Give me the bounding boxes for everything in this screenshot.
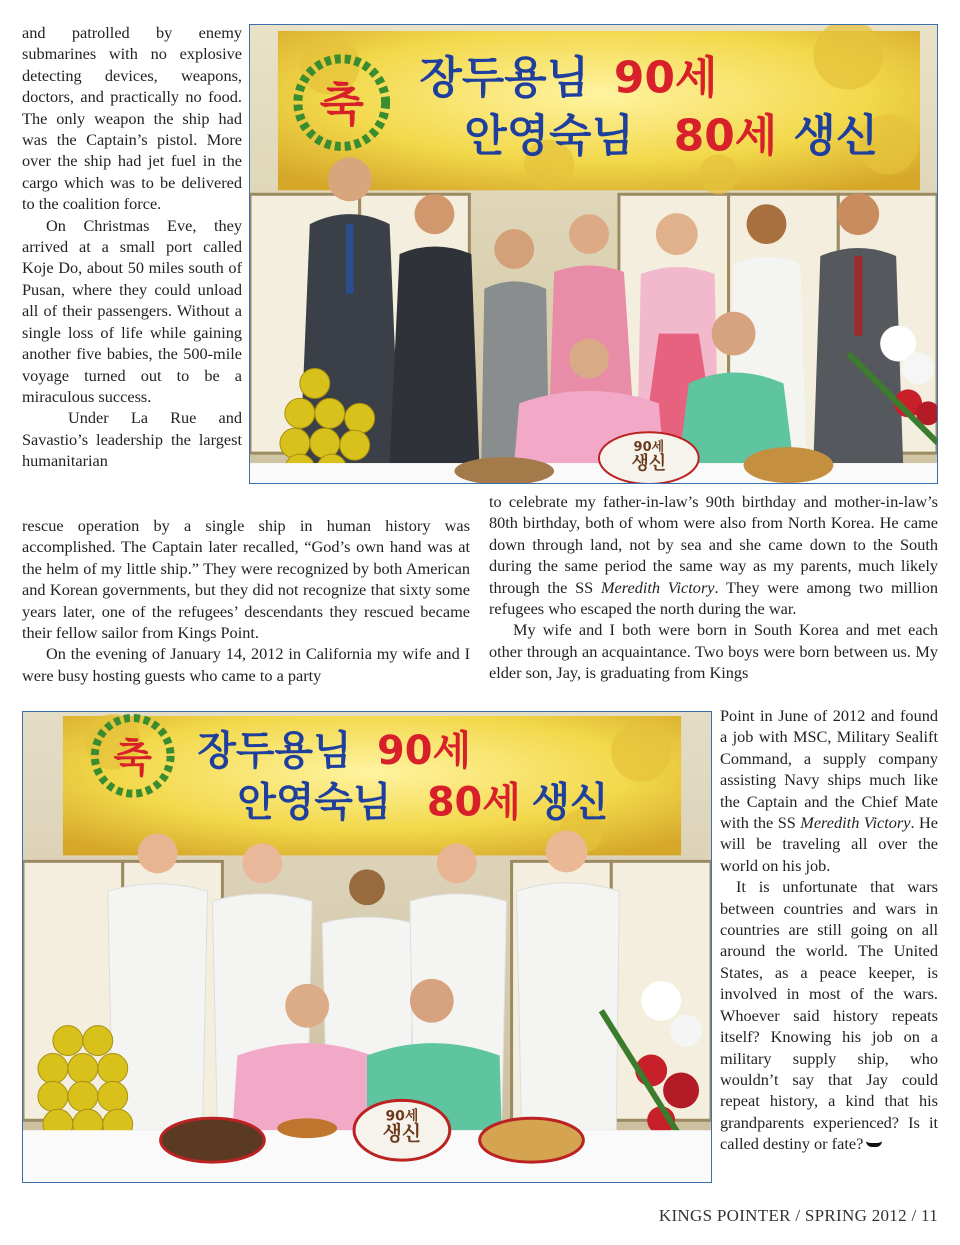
paragraph [720, 876, 938, 1154]
ship-name: Meredith Victory [800, 813, 911, 833]
paragraph: My wife and I both were born in South Korea and met each other through an acquaintance. Two boys were born between us. My elder son, Jay, is graduating from Kings [489, 620, 938, 683]
banner-symbol: 축 [113, 735, 152, 782]
cake-text-main: 생신 [382, 1122, 422, 1146]
birthday-photo-cadets [22, 711, 712, 1183]
article-column-right-bottom [720, 705, 938, 1155]
paragraph [489, 491, 938, 619]
text-span: . He will be traveling all over the world on his job. [720, 813, 938, 875]
ship-name: Meredith Victory [600, 577, 715, 597]
article-column-left-mid [22, 515, 470, 686]
article-column-right-mid [489, 491, 938, 684]
banner-name-2: 안영숙님 [237, 779, 392, 826]
paragraph [720, 705, 938, 876]
banner-word: 생신 [793, 110, 879, 162]
paragraph: rescue operation by a single ship in human history was accomplished. The Captain later recalled, “God’s own hand was at the helm of my little ship.” They were recognized by both American and Korean governments, but they did not recognize that sixty some years later, one of the refugees’ descendants they rescued became their fellow sailor from Kings Point. [22, 516, 470, 643]
page-footer: KINGS POINTER / SPRING 2012 / 11 [658, 1206, 938, 1225]
paragraph: Under La Rue and Savastio’s leadership the largest humanitarian [22, 408, 242, 471]
birthday-photo-family [249, 24, 938, 484]
banner-name-1: 장두용님 [419, 52, 589, 104]
end-mark-ship-icon [866, 1136, 882, 1147]
paragraph: On Christmas Eve, they arrived at a small port called Koje Do, about 50 miles south of Pusan, where they could unload all of their passengers. Without a single loss of life while gaining another five babies, the 500-mile voyage turned out to be a miraculous success. [22, 215, 242, 406]
text-span: Point in June of 2012 and found a job with MSC, Military Sealift Command, a supply company assisting Navy ships much like the Captain and the Chief Mate with the SS [720, 706, 938, 833]
banner-name-1: 장두용님 [197, 727, 352, 774]
text-span: . They were among two million refugees who escaped the north during the war. [489, 577, 938, 619]
banner-age-2: 80세 [426, 779, 521, 826]
cake-text-top: 90세 [385, 1108, 419, 1125]
text-span: to celebrate my father-in-law’s 90th birthday and mother-in-law’s 80th birthday, both of whom were also from North Korea. He came down through land, not by sea and she came down to the South during the same period the same way as my parents, much likely through the SS [489, 492, 938, 597]
paragraph: and patrolled by enemy submarines with no explosive detecting devices, weapons, doctors, and practically no food. The only weapon the ship had was the Captain’s pistol. More over the ship had jet fuel in the cargo which was to be delivered to the coalition force. [22, 23, 242, 214]
banner-symbol: 축 [319, 77, 364, 132]
banner-age-1: 90세 [613, 52, 718, 104]
banner-age-2: 80세 [673, 110, 778, 162]
banner-word: 생신 [531, 779, 609, 826]
article-column-left-top [22, 22, 242, 472]
cake-text-top: 90세 [633, 440, 665, 456]
cake-text-main: 생신 [631, 453, 667, 475]
paragraph: On the evening of January 14, 2012 in California my wife and I were busy hosting guests who came to a party [22, 644, 470, 685]
banner-name-2: 안영숙님 [464, 110, 634, 162]
banner-age-1: 90세 [376, 727, 471, 774]
text-span: It is unfortunate that wars between countries and wars in countries are still going on all around the world. The United States, as a peace keeper, is involved in most of the wars. Whoever said history repeats itself? Knowing his job on a military supply ship, who wouldn’t say that Jay could repeat history, a kind that his grandparents experienced? Is it called destiny or fate? [720, 877, 938, 1154]
